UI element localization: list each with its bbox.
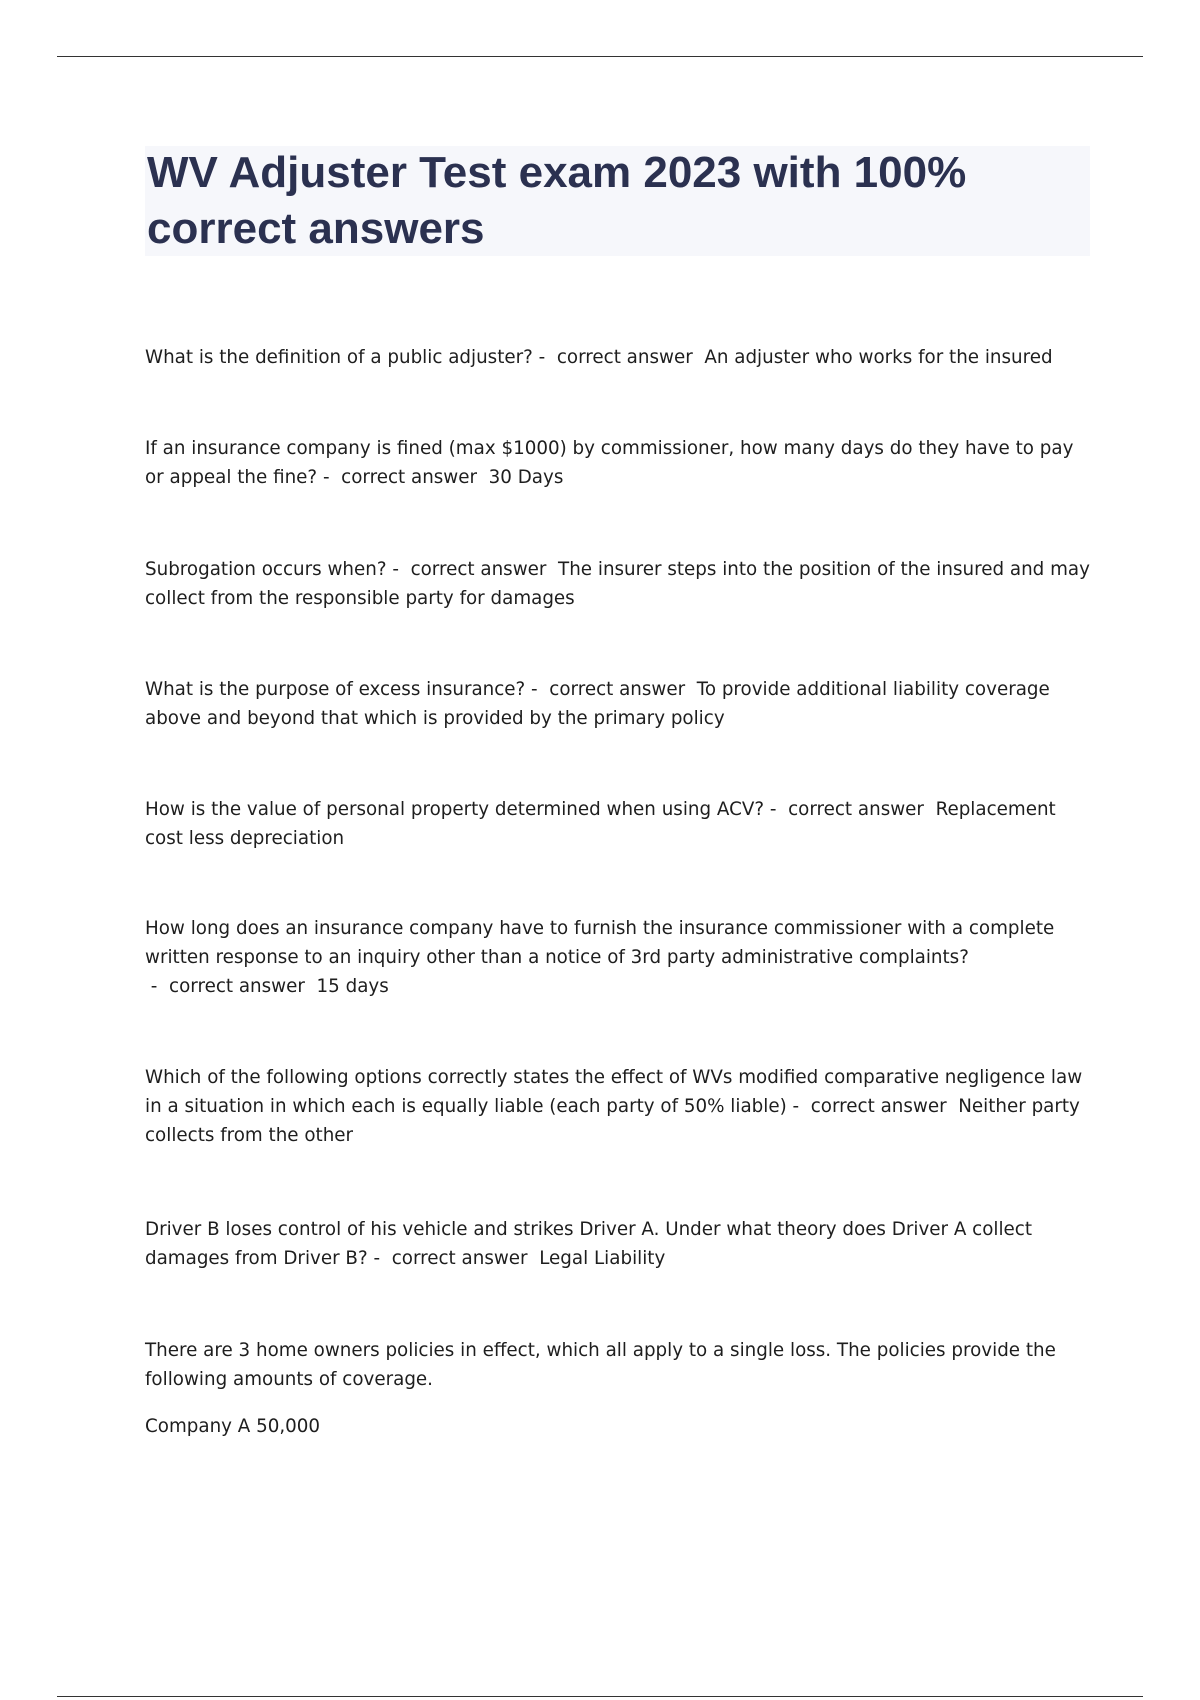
qa-item-7 <box>145 1063 1090 1150</box>
qa-item-3 <box>145 555 1090 613</box>
question-text: How long does an insurance company have to furnish the insurance commissioner with a complete written response to an inquiry other than a notice of 3rd party administrative complaints? <box>145 918 1055 968</box>
separator: - <box>367 1248 392 1269</box>
bottom-rule <box>57 1696 1143 1697</box>
top-rule <box>57 56 1143 57</box>
question-text: If an insurance company is fined (max $1000) by commissioner, how many days do they have to pay or appeal the fine? <box>145 438 1074 488</box>
question-text: Which of the following options correctly states the effect of WVs modified comparative negligence law in a situation in which each is equally liable (each party of 50% liable) <box>145 1067 1083 1117</box>
qa-item-6 <box>145 914 1090 1001</box>
question-text: There are 3 home owners policies in effect, which all apply to a single loss. The policies provide the following amounts of coverage. <box>145 1340 1056 1390</box>
answer-label: correct answer <box>341 467 478 488</box>
separator: - <box>525 679 550 700</box>
question-text: What is the purpose of excess insurance? <box>145 679 526 700</box>
answer-text: The insurer steps into the position of the insured and may collect from the responsible party for damages <box>145 559 1090 609</box>
title-banner <box>145 146 1090 256</box>
separator: - <box>786 1096 811 1117</box>
answer-text: Replacement cost less depreciation <box>145 799 1056 849</box>
separator: - <box>317 467 342 488</box>
qa-item-5 <box>145 795 1090 853</box>
separator: - <box>532 347 557 368</box>
answer-label: correct answer <box>549 679 686 700</box>
answer-label: correct answer <box>556 347 693 368</box>
answer-label: correct answer <box>788 799 924 820</box>
separator: - <box>386 559 411 580</box>
answer-text: Neither party collects from the other <box>145 1096 1080 1146</box>
answer-label: correct answer <box>410 559 547 580</box>
separator: - <box>145 976 170 997</box>
answer-text: To provide additional liability coverage above and beyond that which is provided by the primary policy <box>145 679 1050 729</box>
question-text: Driver B loses control of his vehicle and strikes Driver A. Under what theory does Driver A collect damages from Driver B? <box>145 1219 1033 1269</box>
coverage-text: Company A 50,000 <box>145 1416 321 1437</box>
qa-item-9 <box>145 1336 1090 1394</box>
answer-label: correct answer <box>169 976 305 997</box>
answer-text: 15 days <box>316 976 389 997</box>
answer-label: correct answer <box>391 1248 528 1269</box>
question-text: Subrogation occurs when? <box>145 559 387 580</box>
qa-item-8 <box>145 1215 1090 1273</box>
question-text: How is the value of personal property determined when using ACV? <box>145 799 765 820</box>
answer-text: An adjuster who works for the insured <box>704 347 1053 368</box>
qa-item-1 <box>145 343 1090 372</box>
document-title: WV Adjuster Test exam 2023 with 100% correct answers <box>147 148 967 253</box>
coverage-line <box>145 1412 1090 1441</box>
question-text: What is the definition of a public adjuster? <box>145 347 533 368</box>
answer-label: correct answer <box>810 1096 947 1117</box>
answer-text: Legal Liability <box>539 1248 666 1269</box>
answer-text: 30 Days <box>488 467 564 488</box>
qa-item-2 <box>145 434 1090 492</box>
qa-item-4 <box>145 675 1090 733</box>
separator: - <box>764 799 789 820</box>
